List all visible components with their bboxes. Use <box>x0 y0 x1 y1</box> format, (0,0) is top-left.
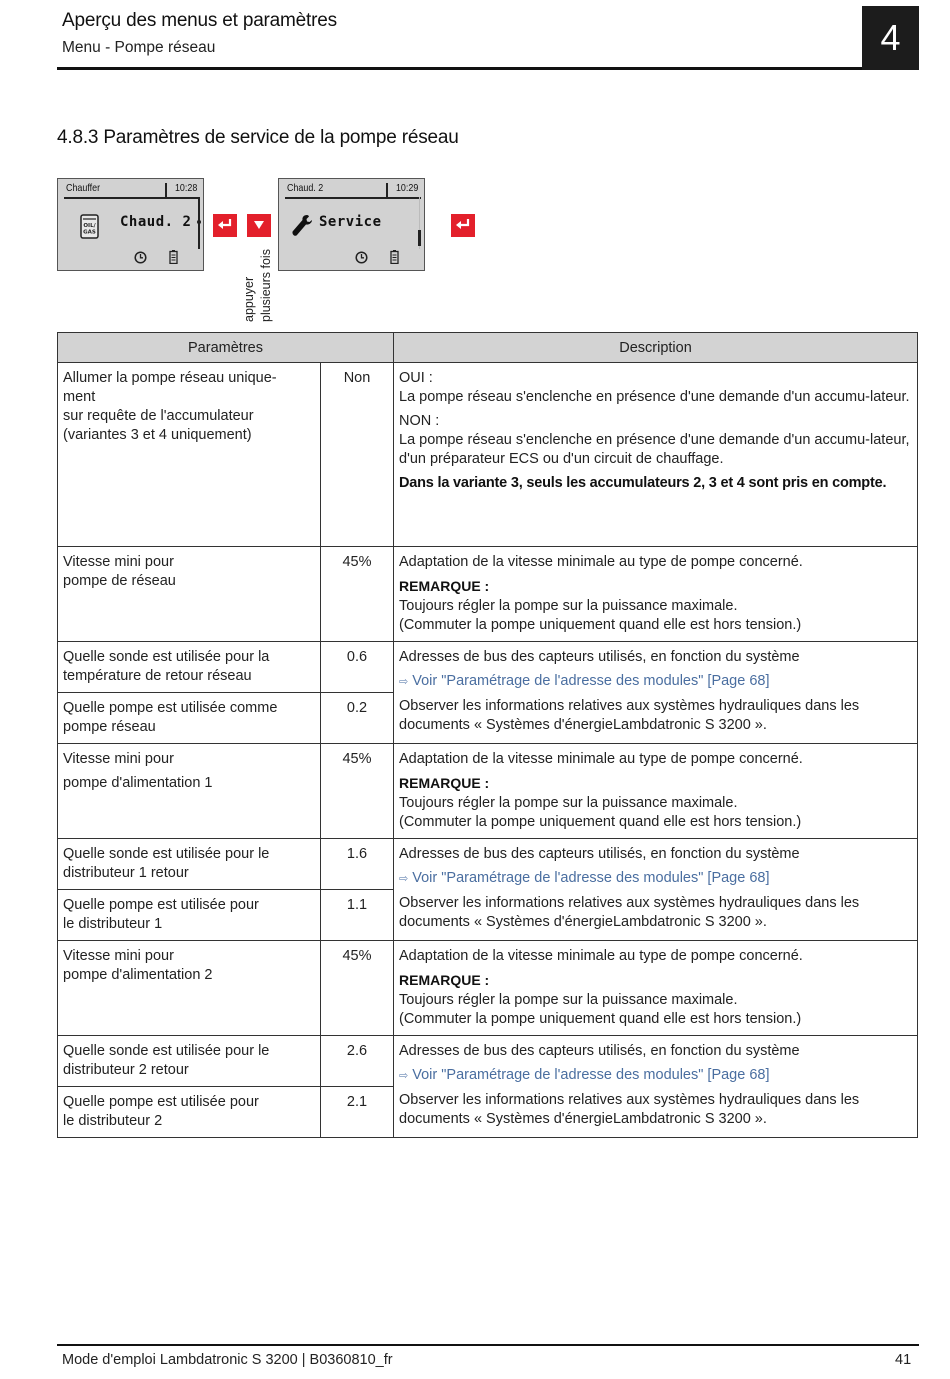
desc-text: Adresses de bus des capteurs utilisés, en fonction du système <box>399 649 800 665</box>
param-name <box>58 941 321 1036</box>
lcd-time: 10:29 <box>395 182 418 194</box>
desc-text: Adaptation de la vitesse minimale au type de pompe concerné. <box>399 554 803 570</box>
param-description <box>394 941 918 1036</box>
enter-button[interactable] <box>213 214 237 237</box>
desc-text: Adaptation de la vitesse minimale au type de pompe concerné. <box>399 948 803 964</box>
header-divider <box>57 67 919 70</box>
lcd-menu-label: Chaud. 2 <box>287 182 324 194</box>
remark-text: (Commuter la pompe uniquement quand elle est hors tension.) <box>399 617 802 633</box>
table-row <box>58 642 918 693</box>
param-name-line: pompe de réseau <box>63 573 176 589</box>
remark-block <box>399 577 912 635</box>
hint-line-1: appuyer <box>242 276 256 322</box>
table-header-row <box>58 333 918 363</box>
param-value: 0.6 <box>321 642 394 693</box>
enter-icon <box>455 217 471 235</box>
chapter-badge: 4 <box>862 6 919 70</box>
table-row <box>58 839 918 890</box>
oui-text: La pompe réseau s'enclenche en présence d'une demande d'un accumu-lateur. <box>399 389 910 405</box>
arrow-down-icon <box>253 217 265 235</box>
param-name-line: pompe réseau <box>63 719 156 735</box>
lcd-divider <box>165 183 167 198</box>
lcd-divider <box>285 197 391 199</box>
remark-text: Toujours régler la pompe sur la puissance maximale. <box>399 598 738 614</box>
module-address-link[interactable] <box>399 1066 912 1086</box>
header-parameters: Paramètres <box>58 333 394 363</box>
module-address-link[interactable] <box>399 869 912 889</box>
param-name-line: Vitesse mini pour <box>63 751 174 767</box>
link-text[interactable]: Voir "Paramétrage de l'adresse des modules" [Page 68] <box>412 870 770 886</box>
param-description <box>394 1036 918 1138</box>
param-name-line: ment <box>63 389 96 405</box>
remark-text: (Commuter la pompe uniquement quand elle est hors tension.) <box>399 1011 802 1027</box>
remark-label: REMARQUE : <box>399 972 490 988</box>
param-description <box>394 642 918 744</box>
lcd-main-text: Service <box>319 214 382 230</box>
header-description: Description <box>394 333 918 363</box>
page-header-title: Aperçu des menus et paramètres <box>62 10 337 31</box>
hydraulic-note: Observer les informations relatives aux systèmes hydrauliques dans les documents « Systèmes d'énergieLambdatronic S 3200 ». <box>399 698 860 733</box>
param-name-line: Allumer la pompe réseau unique- <box>63 370 277 386</box>
oui-label: OUI : <box>399 370 433 386</box>
lcd-divider <box>389 197 421 199</box>
parameters-table <box>57 332 918 1138</box>
section-title: 4.8.3 Paramètres de service de la pompe réseau <box>57 127 459 148</box>
hydraulic-note: Observer les informations relatives aux systèmes hydrauliques dans les documents « Systèmes d'énergieLambdatronic S 3200 ». <box>399 895 860 930</box>
arrow-down-button[interactable] <box>247 214 271 237</box>
footer-divider <box>57 1344 919 1346</box>
table-row <box>58 363 918 547</box>
clock-icon <box>134 249 147 268</box>
param-name-line: température de retour réseau <box>63 668 252 684</box>
battery-icon <box>390 249 399 268</box>
param-value: 1.6 <box>321 839 394 890</box>
lcd-scroll-thumb <box>197 220 201 224</box>
param-description <box>394 839 918 941</box>
footer-document-info: Mode d'emploi Lambdatronic S 3200 | B0360810_fr <box>62 1352 393 1368</box>
param-description <box>394 363 918 547</box>
desc-text: Adaptation de la vitesse minimale au type de pompe concerné. <box>399 751 803 767</box>
param-name-line: Quelle pompe est utilisée pour <box>63 1094 259 1110</box>
module-address-link[interactable] <box>399 672 912 692</box>
link-text[interactable]: Voir "Paramétrage de l'adresse des modules" [Page 68] <box>412 1067 770 1083</box>
remark-block <box>399 774 912 832</box>
lcd-screen-service <box>278 178 425 271</box>
remark-text: Toujours régler la pompe sur la puissance maximale. <box>399 992 738 1008</box>
param-value: Non <box>321 363 394 547</box>
table-row <box>58 1036 918 1087</box>
clock-icon <box>355 249 368 268</box>
table-row <box>58 941 918 1036</box>
remark-text: Toujours régler la pompe sur la puissance maximale. <box>399 795 738 811</box>
lcd-time: 10:28 <box>174 182 197 194</box>
desc-text: Adresses de bus des capteurs utilisés, en fonction du système <box>399 846 800 862</box>
param-name-line: pompe d'alimentation 2 <box>63 967 213 983</box>
lcd-screen-heating <box>57 178 204 271</box>
param-value: 1.1 <box>321 890 394 941</box>
lcd-main-text: Chaud. 2 <box>120 214 192 230</box>
lcd-divider <box>64 197 170 199</box>
remark-label: REMARQUE : <box>399 578 490 594</box>
param-name <box>58 547 321 642</box>
param-name-line: Vitesse mini pour <box>63 948 174 964</box>
hint-line-2: plusieurs fois <box>259 249 273 322</box>
page-number: 41 <box>895 1352 912 1368</box>
enter-button[interactable] <box>451 214 475 237</box>
param-name-line: Quelle sonde est utilisée pour la <box>63 649 270 665</box>
param-description <box>394 744 918 839</box>
svg-text:OIL/: OIL/ <box>83 223 96 229</box>
param-name-line: sur requête de l'accumulateur <box>63 408 254 424</box>
table-row <box>58 744 918 839</box>
param-value: 2.1 <box>321 1087 394 1138</box>
remark-block <box>399 971 912 1029</box>
param-name <box>58 744 321 839</box>
param-name <box>58 642 321 693</box>
lcd-divider <box>168 197 200 199</box>
remark-label: REMARQUE : <box>399 775 490 791</box>
param-name-line: pompe d'alimentation 1 <box>63 775 213 791</box>
non-label: NON : <box>399 413 440 429</box>
remark-text: (Commuter la pompe uniquement quand elle est hors tension.) <box>399 814 802 830</box>
param-name-line: Quelle pompe est utilisée pour <box>63 897 259 913</box>
table-row <box>58 547 918 642</box>
press-repeatedly-hint <box>241 249 275 322</box>
param-value: 0.2 <box>321 693 394 744</box>
desc-block <box>399 369 912 407</box>
page-header-subtitle: Menu - Pompe réseau <box>62 39 216 56</box>
non-text: La pompe réseau s'enclenche en présence d'une demande d'un accumu-lateur, d'un préparateur ECS ou d'un circuit de chauffage. <box>399 432 910 467</box>
param-name <box>58 890 321 941</box>
param-value: 45% <box>321 941 394 1036</box>
link-arrow-icon: ⇨ <box>399 676 409 688</box>
desc-text: Adresses de bus des capteurs utilisés, en fonction du système <box>399 1043 800 1059</box>
param-value: 45% <box>321 547 394 642</box>
lcd-divider <box>386 183 388 198</box>
link-arrow-icon: ⇨ <box>399 873 409 885</box>
param-name-line: Quelle sonde est utilisée pour le <box>63 1043 270 1059</box>
lcd-scroll-thumb <box>418 230 421 246</box>
param-name <box>58 693 321 744</box>
variant-note: Dans la variante 3, seuls les accumulateurs 2, 3 et 4 sont pris en compte. <box>399 475 887 491</box>
wrench-icon <box>291 213 313 241</box>
param-name <box>58 839 321 890</box>
param-name-line: Quelle pompe est utilisée comme <box>63 700 278 716</box>
param-name-line: distributeur 2 retour <box>63 1062 189 1078</box>
link-text[interactable]: Voir "Paramétrage de l'adresse des modules" [Page 68] <box>412 673 770 689</box>
svg-text:GAS: GAS <box>83 229 96 236</box>
param-name <box>58 1087 321 1138</box>
oil-gas-boiler-icon <box>80 214 99 243</box>
battery-icon <box>169 249 178 268</box>
param-name <box>58 1036 321 1087</box>
param-name-line: Quelle sonde est utilisée pour le <box>63 846 270 862</box>
desc-block <box>399 412 912 469</box>
param-name <box>58 363 321 547</box>
param-name-line: distributeur 1 retour <box>63 865 189 881</box>
param-value: 45% <box>321 744 394 839</box>
param-name-line: Vitesse mini pour <box>63 554 174 570</box>
param-name-line: le distributeur 2 <box>63 1113 163 1129</box>
enter-icon <box>217 217 233 235</box>
param-name-line: (variantes 3 et 4 uniquement) <box>63 427 252 443</box>
hydraulic-note: Observer les informations relatives aux systèmes hydrauliques dans les documents « Systèmes d'énergieLambdatronic S 3200 ». <box>399 1092 860 1127</box>
link-arrow-icon: ⇨ <box>399 1070 409 1082</box>
param-name-line: le distributeur 1 <box>63 916 163 932</box>
param-value: 2.6 <box>321 1036 394 1087</box>
param-description <box>394 547 918 642</box>
lcd-menu-label: Chauffer <box>66 182 101 194</box>
